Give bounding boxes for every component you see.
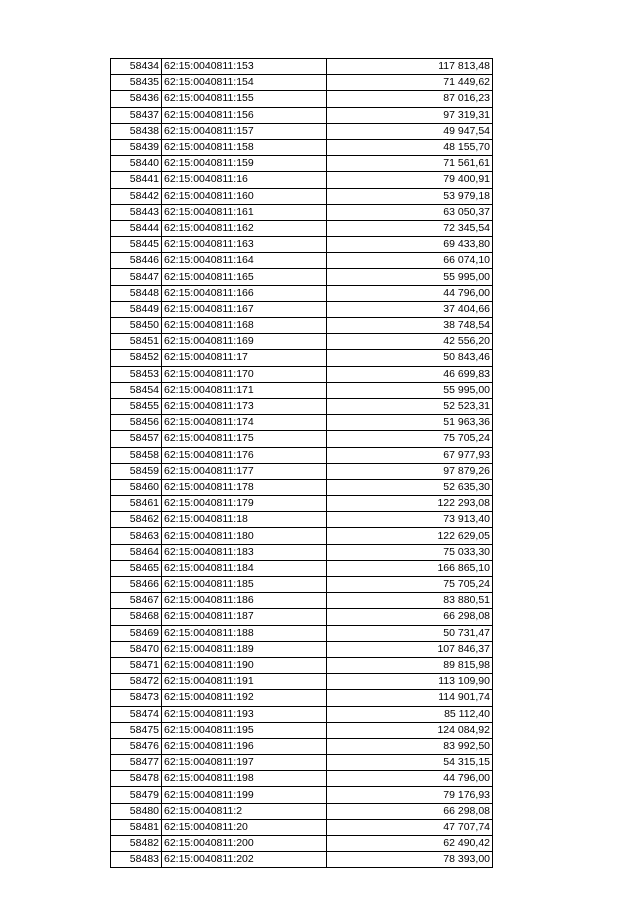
cadastral-number-cell: 62:15:0040811:155 — [162, 91, 327, 107]
cadastral-number-cell: 62:15:0040811:196 — [162, 738, 327, 754]
cadastral-number-cell: 62:15:0040811:163 — [162, 237, 327, 253]
cadastral-number-cell: 62:15:0040811:193 — [162, 706, 327, 722]
cadastral-number-cell: 62:15:0040811:184 — [162, 560, 327, 576]
cadastral-number-cell: 62:15:0040811:164 — [162, 253, 327, 269]
cadastral-value-table — [110, 58, 493, 868]
row-number-cell: 58451 — [111, 334, 162, 350]
cadastral-number-cell: 62:15:0040811:157 — [162, 123, 327, 139]
cadastral-number-cell: 62:15:0040811:173 — [162, 398, 327, 414]
row-number-cell: 58473 — [111, 690, 162, 706]
cadastral-number-cell: 62:15:0040811:192 — [162, 690, 327, 706]
table-row — [111, 706, 493, 722]
cadastral-value-cell: 37 404,66 — [327, 301, 493, 317]
row-number-cell: 58471 — [111, 657, 162, 673]
row-number-cell: 58474 — [111, 706, 162, 722]
table-body — [111, 59, 493, 868]
cadastral-number-cell: 62:15:0040811:202 — [162, 852, 327, 868]
row-number-cell: 58468 — [111, 609, 162, 625]
row-number-cell: 58478 — [111, 771, 162, 787]
table-row — [111, 836, 493, 852]
row-number-cell: 58455 — [111, 398, 162, 414]
table-row — [111, 318, 493, 334]
cadastral-value-cell: 124 084,92 — [327, 722, 493, 738]
cadastral-number-cell: 62:15:0040811:165 — [162, 269, 327, 285]
cadastral-number-cell: 62:15:0040811:198 — [162, 771, 327, 787]
cadastral-value-cell: 52 635,30 — [327, 479, 493, 495]
cadastral-number-cell: 62:15:0040811:174 — [162, 415, 327, 431]
table-row — [111, 220, 493, 236]
row-number-cell: 58441 — [111, 172, 162, 188]
row-number-cell: 58480 — [111, 803, 162, 819]
table-row — [111, 107, 493, 123]
row-number-cell: 58479 — [111, 787, 162, 803]
row-number-cell: 58475 — [111, 722, 162, 738]
cadastral-number-cell: 62:15:0040811:170 — [162, 366, 327, 382]
row-number-cell: 58443 — [111, 204, 162, 220]
table-row — [111, 479, 493, 495]
table-row — [111, 59, 493, 75]
cadastral-number-cell: 62:15:0040811:191 — [162, 674, 327, 690]
cadastral-number-cell: 62:15:0040811:190 — [162, 657, 327, 673]
cadastral-number-cell: 62:15:0040811:176 — [162, 447, 327, 463]
table-row — [111, 755, 493, 771]
cadastral-value-cell: 114 901,74 — [327, 690, 493, 706]
cadastral-number-cell: 62:15:0040811:159 — [162, 156, 327, 172]
cadastral-value-cell: 97 319,31 — [327, 107, 493, 123]
table-row — [111, 787, 493, 803]
row-number-cell: 58454 — [111, 382, 162, 398]
cadastral-number-cell: 62:15:0040811:156 — [162, 107, 327, 123]
row-number-cell: 58458 — [111, 447, 162, 463]
table-row — [111, 431, 493, 447]
row-number-cell: 58439 — [111, 139, 162, 155]
cadastral-number-cell: 62:15:0040811:183 — [162, 544, 327, 560]
cadastral-value-cell: 69 433,80 — [327, 237, 493, 253]
row-number-cell: 58481 — [111, 819, 162, 835]
row-number-cell: 58436 — [111, 91, 162, 107]
table-row — [111, 301, 493, 317]
row-number-cell: 58467 — [111, 593, 162, 609]
row-number-cell: 58463 — [111, 528, 162, 544]
row-number-cell: 58457 — [111, 431, 162, 447]
cadastral-value-cell: 97 879,26 — [327, 463, 493, 479]
cadastral-value-cell: 54 315,15 — [327, 755, 493, 771]
cadastral-number-cell: 62:15:0040811:17 — [162, 350, 327, 366]
cadastral-number-cell: 62:15:0040811:197 — [162, 755, 327, 771]
table-row — [111, 819, 493, 835]
cadastral-value-cell: 107 846,37 — [327, 641, 493, 657]
table-row — [111, 512, 493, 528]
table-row — [111, 334, 493, 350]
cadastral-value-cell: 117 813,48 — [327, 59, 493, 75]
table-row — [111, 123, 493, 139]
cadastral-value-cell: 66 298,08 — [327, 803, 493, 819]
cadastral-number-cell: 62:15:0040811:186 — [162, 593, 327, 609]
row-number-cell: 58445 — [111, 237, 162, 253]
table-row — [111, 139, 493, 155]
table-row — [111, 593, 493, 609]
cadastral-value-cell: 83 880,51 — [327, 593, 493, 609]
table-row — [111, 447, 493, 463]
cadastral-number-cell: 62:15:0040811:175 — [162, 431, 327, 447]
row-number-cell: 58465 — [111, 560, 162, 576]
row-number-cell: 58442 — [111, 188, 162, 204]
table-row — [111, 544, 493, 560]
cadastral-value-cell: 66 074,10 — [327, 253, 493, 269]
cadastral-number-cell: 62:15:0040811:189 — [162, 641, 327, 657]
row-number-cell: 58437 — [111, 107, 162, 123]
cadastral-value-cell: 85 112,40 — [327, 706, 493, 722]
cadastral-value-cell: 63 050,37 — [327, 204, 493, 220]
table-row — [111, 269, 493, 285]
table-row — [111, 415, 493, 431]
cadastral-value-cell: 44 796,00 — [327, 771, 493, 787]
row-number-cell: 58456 — [111, 415, 162, 431]
table-row — [111, 609, 493, 625]
cadastral-number-cell: 62:15:0040811:18 — [162, 512, 327, 528]
table-row — [111, 156, 493, 172]
cadastral-number-cell: 62:15:0040811:178 — [162, 479, 327, 495]
cadastral-value-cell: 55 995,00 — [327, 382, 493, 398]
table-row — [111, 771, 493, 787]
cadastral-number-cell: 62:15:0040811:161 — [162, 204, 327, 220]
row-number-cell: 58435 — [111, 75, 162, 91]
cadastral-value-cell: 79 400,91 — [327, 172, 493, 188]
cadastral-number-cell: 62:15:0040811:169 — [162, 334, 327, 350]
row-number-cell: 58450 — [111, 318, 162, 334]
table-row — [111, 852, 493, 868]
row-number-cell: 58438 — [111, 123, 162, 139]
cadastral-value-cell: 44 796,00 — [327, 285, 493, 301]
row-number-cell: 58461 — [111, 496, 162, 512]
cadastral-value-cell: 78 393,00 — [327, 852, 493, 868]
row-number-cell: 58464 — [111, 544, 162, 560]
table-row — [111, 75, 493, 91]
row-number-cell: 58472 — [111, 674, 162, 690]
cadastral-value-cell: 71 449,62 — [327, 75, 493, 91]
row-number-cell: 58449 — [111, 301, 162, 317]
cadastral-value-cell: 50 731,47 — [327, 625, 493, 641]
table-row — [111, 560, 493, 576]
cadastral-number-cell: 62:15:0040811:195 — [162, 722, 327, 738]
cadastral-value-cell: 47 707,74 — [327, 819, 493, 835]
table-row — [111, 738, 493, 754]
row-number-cell: 58447 — [111, 269, 162, 285]
cadastral-value-cell: 38 748,54 — [327, 318, 493, 334]
table-row — [111, 803, 493, 819]
row-number-cell: 58460 — [111, 479, 162, 495]
cadastral-number-cell: 62:15:0040811:16 — [162, 172, 327, 188]
cadastral-value-cell: 73 913,40 — [327, 512, 493, 528]
row-number-cell: 58482 — [111, 836, 162, 852]
row-number-cell: 58476 — [111, 738, 162, 754]
table-row — [111, 172, 493, 188]
cadastral-value-cell: 122 293,08 — [327, 496, 493, 512]
row-number-cell: 58483 — [111, 852, 162, 868]
cadastral-number-cell: 62:15:0040811:185 — [162, 577, 327, 593]
cadastral-number-cell: 62:15:0040811:171 — [162, 382, 327, 398]
row-number-cell: 58452 — [111, 350, 162, 366]
cadastral-value-cell: 67 977,93 — [327, 447, 493, 463]
cadastral-value-cell: 66 298,08 — [327, 609, 493, 625]
table-row — [111, 91, 493, 107]
table-row — [111, 674, 493, 690]
row-number-cell: 58462 — [111, 512, 162, 528]
row-number-cell: 58444 — [111, 220, 162, 236]
cadastral-number-cell: 62:15:0040811:153 — [162, 59, 327, 75]
cadastral-value-cell: 53 979,18 — [327, 188, 493, 204]
cadastral-number-cell: 62:15:0040811:180 — [162, 528, 327, 544]
cadastral-value-cell: 72 345,54 — [327, 220, 493, 236]
row-number-cell: 58446 — [111, 253, 162, 269]
cadastral-number-cell: 62:15:0040811:2 — [162, 803, 327, 819]
cadastral-value-cell: 75 033,30 — [327, 544, 493, 560]
cadastral-value-cell: 50 843,46 — [327, 350, 493, 366]
table-row — [111, 350, 493, 366]
row-number-cell: 58466 — [111, 577, 162, 593]
cadastral-value-cell: 75 705,24 — [327, 431, 493, 447]
cadastral-value-cell: 55 995,00 — [327, 269, 493, 285]
table-row — [111, 496, 493, 512]
cadastral-value-cell: 51 963,36 — [327, 415, 493, 431]
cadastral-number-cell: 62:15:0040811:160 — [162, 188, 327, 204]
cadastral-number-cell: 62:15:0040811:154 — [162, 75, 327, 91]
cadastral-value-cell: 52 523,31 — [327, 398, 493, 414]
cadastral-number-cell: 62:15:0040811:199 — [162, 787, 327, 803]
cadastral-number-cell: 62:15:0040811:200 — [162, 836, 327, 852]
cadastral-value-cell: 87 016,23 — [327, 91, 493, 107]
cadastral-number-cell: 62:15:0040811:168 — [162, 318, 327, 334]
table-row — [111, 577, 493, 593]
cadastral-number-cell: 62:15:0040811:20 — [162, 819, 327, 835]
cadastral-number-cell: 62:15:0040811:179 — [162, 496, 327, 512]
row-number-cell: 58469 — [111, 625, 162, 641]
cadastral-value-cell: 62 490,42 — [327, 836, 493, 852]
cadastral-value-cell: 166 865,10 — [327, 560, 493, 576]
cadastral-number-cell: 62:15:0040811:166 — [162, 285, 327, 301]
cadastral-number-cell: 62:15:0040811:187 — [162, 609, 327, 625]
table-row — [111, 253, 493, 269]
cadastral-value-cell: 122 629,05 — [327, 528, 493, 544]
table-row — [111, 237, 493, 253]
table-row — [111, 690, 493, 706]
row-number-cell: 58477 — [111, 755, 162, 771]
table-row — [111, 188, 493, 204]
table-row — [111, 463, 493, 479]
row-number-cell: 58434 — [111, 59, 162, 75]
cadastral-number-cell: 62:15:0040811:158 — [162, 139, 327, 155]
cadastral-value-cell: 48 155,70 — [327, 139, 493, 155]
cadastral-value-cell: 113 109,90 — [327, 674, 493, 690]
cadastral-number-cell: 62:15:0040811:188 — [162, 625, 327, 641]
table-row — [111, 398, 493, 414]
table-row — [111, 285, 493, 301]
row-number-cell: 58440 — [111, 156, 162, 172]
row-number-cell: 58459 — [111, 463, 162, 479]
table-row — [111, 641, 493, 657]
row-number-cell: 58453 — [111, 366, 162, 382]
table-row — [111, 366, 493, 382]
table-row — [111, 204, 493, 220]
cadastral-value-cell: 89 815,98 — [327, 657, 493, 673]
cadastral-value-cell: 71 561,61 — [327, 156, 493, 172]
cadastral-value-cell: 83 992,50 — [327, 738, 493, 754]
row-number-cell: 58470 — [111, 641, 162, 657]
cadastral-number-cell: 62:15:0040811:162 — [162, 220, 327, 236]
cadastral-value-cell: 42 556,20 — [327, 334, 493, 350]
row-number-cell: 58448 — [111, 285, 162, 301]
cadastral-value-cell: 49 947,54 — [327, 123, 493, 139]
cadastral-value-cell: 75 705,24 — [327, 577, 493, 593]
table-row — [111, 625, 493, 641]
cadastral-number-cell: 62:15:0040811:177 — [162, 463, 327, 479]
table-row — [111, 657, 493, 673]
table-row — [111, 528, 493, 544]
table-row — [111, 382, 493, 398]
cadastral-number-cell: 62:15:0040811:167 — [162, 301, 327, 317]
table-row — [111, 722, 493, 738]
cadastral-value-cell: 79 176,93 — [327, 787, 493, 803]
cadastral-value-cell: 46 699,83 — [327, 366, 493, 382]
